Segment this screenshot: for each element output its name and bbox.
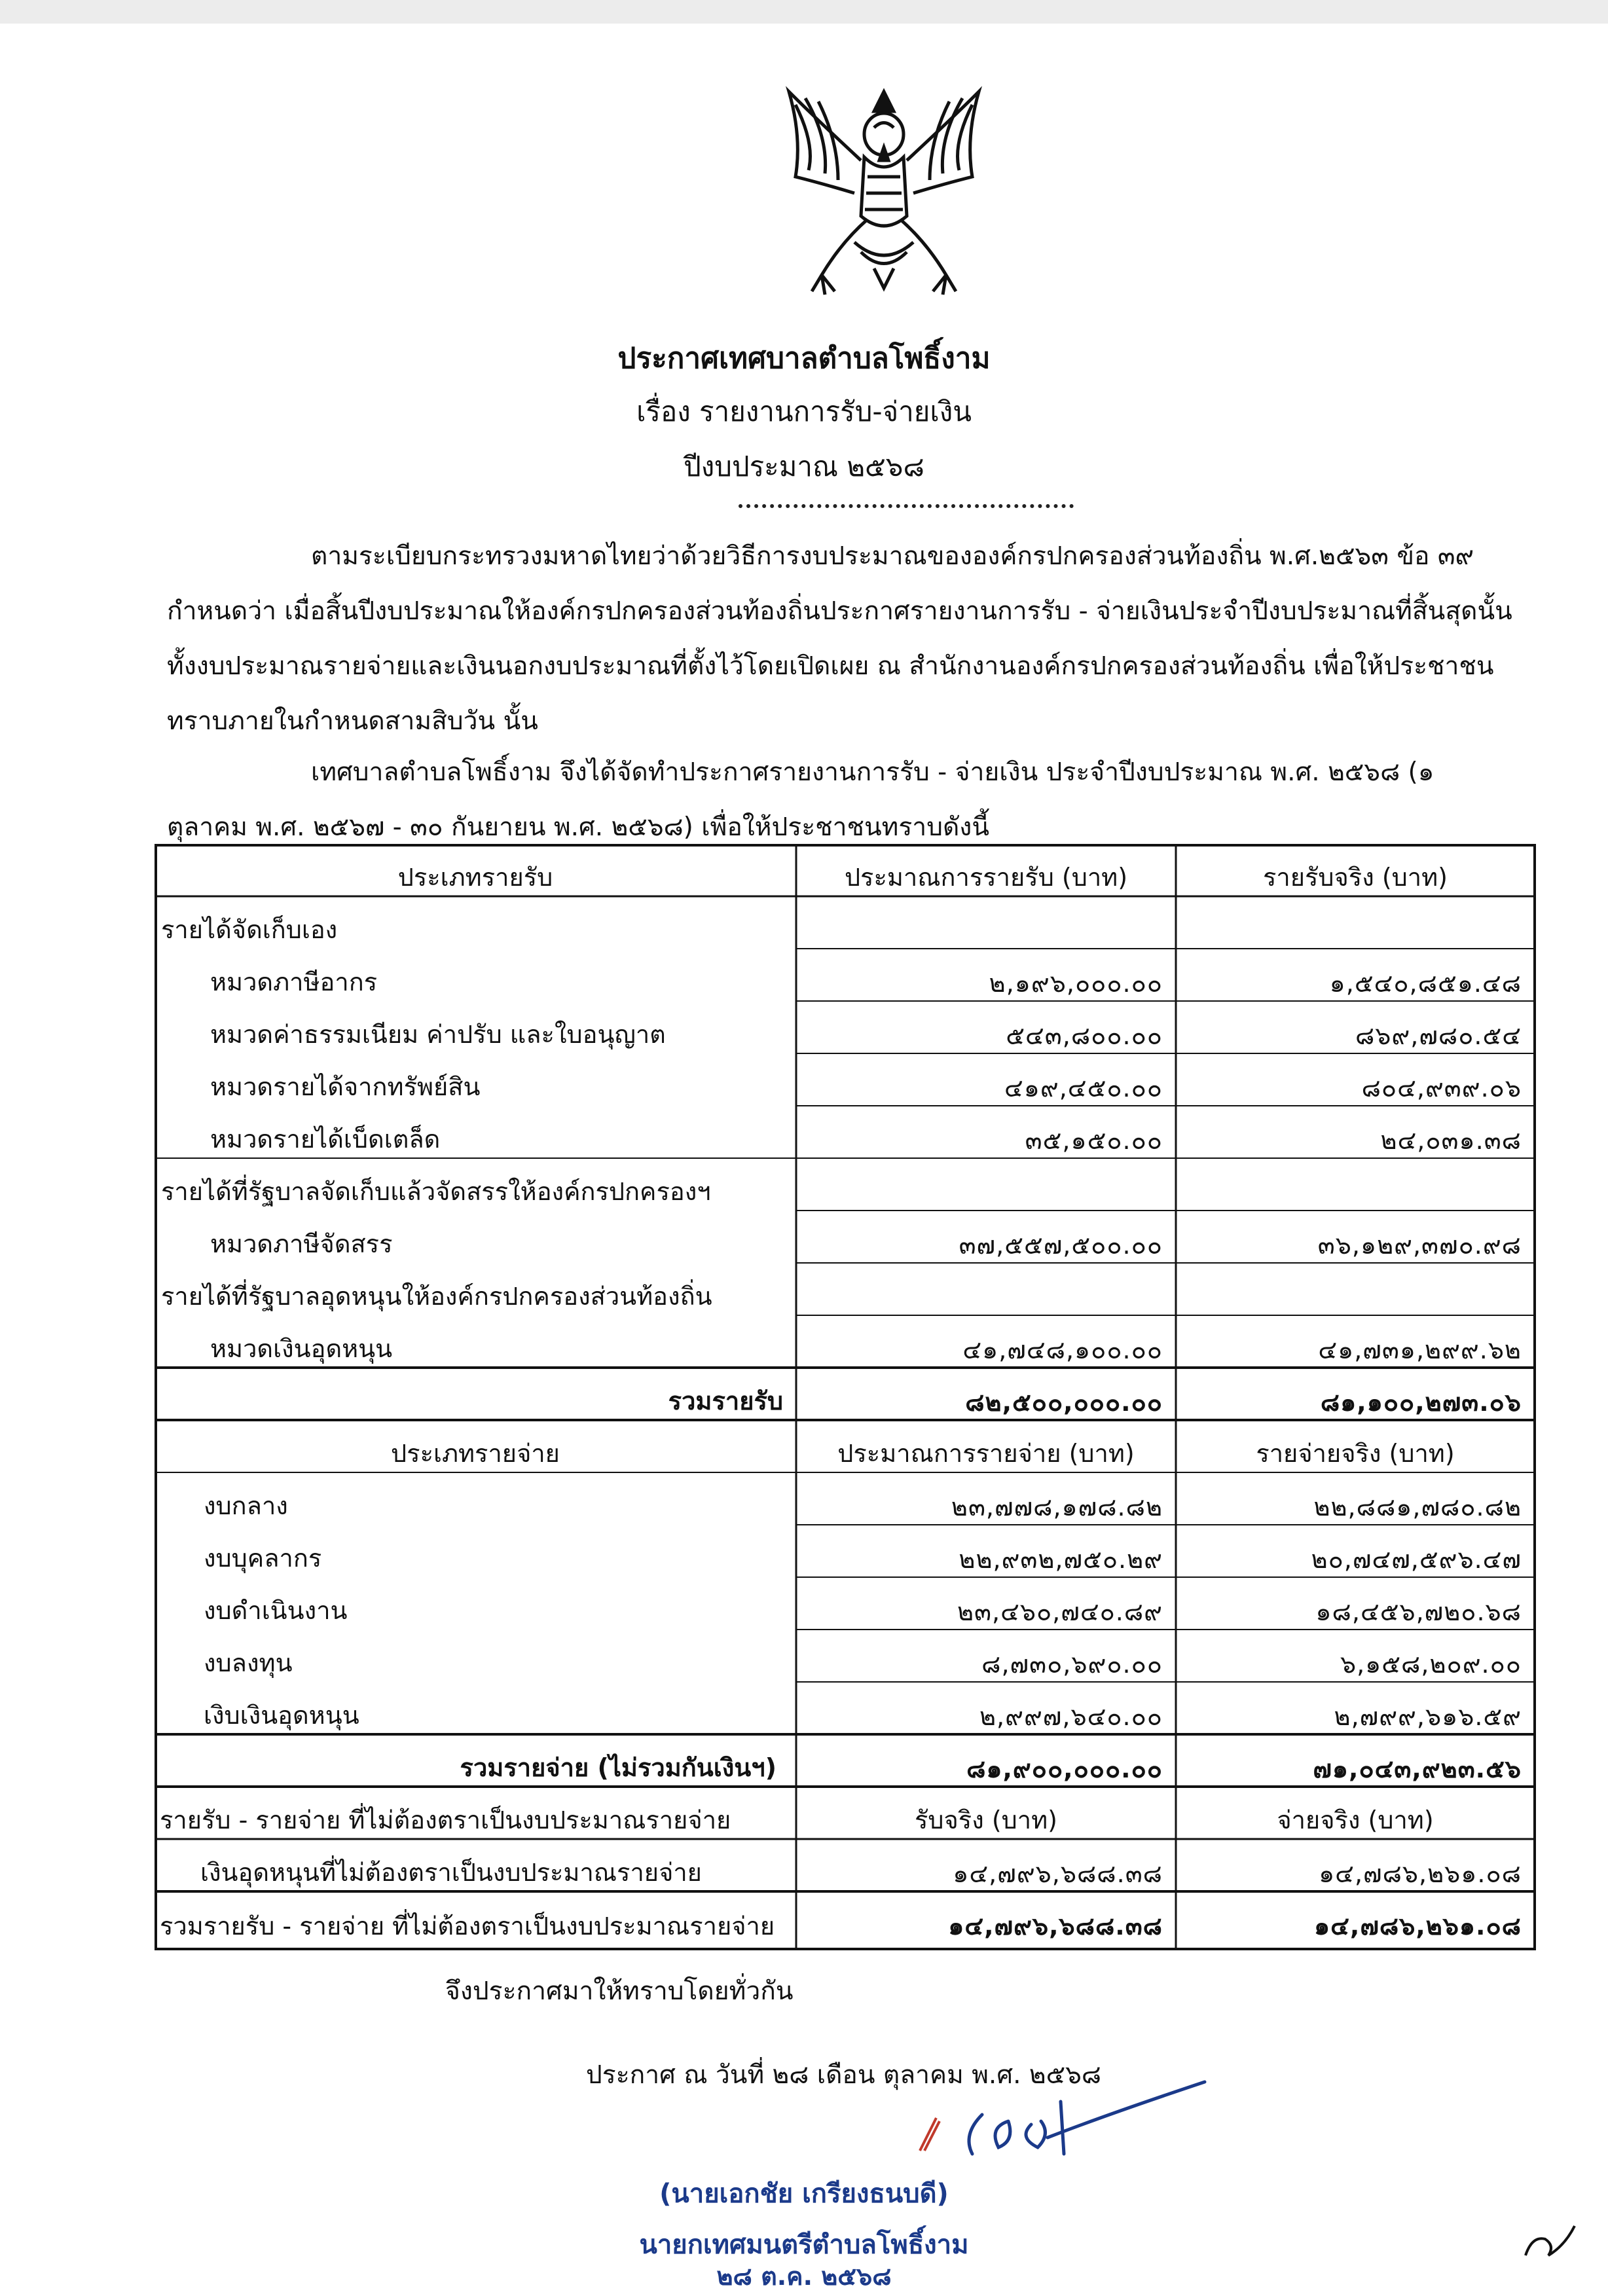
expense-row-estimate: ๘,๗๓๐,๖๙๐.๐๐ (981, 1650, 1163, 1679)
income-row-label: หมวดภาษีจัดสรร (210, 1230, 393, 1258)
income-row-label: รายได้ที่รัฐบาลอุดหนุนให้องค์กรปกครองส่วนท้องถิ่น (161, 1282, 712, 1311)
garuda-emblem-icon (776, 79, 992, 301)
income-row-estimate: ๓๕,๑๕๐.๐๐ (1025, 1126, 1163, 1155)
expense-row-estimate: ๒๓,๔๖๐,๗๔๐.๘๙ (957, 1597, 1163, 1626)
expense-row-estimate: ๒๓,๗๗๘,๑๗๘.๘๒ (951, 1493, 1163, 1522)
income-row-estimate: ๒,๑๙๖,๐๐๐.๐๐ (989, 969, 1163, 998)
handwritten-signature (910, 2075, 1211, 2187)
expense-row-actual: ๒,๗๙๙,๖๑๖.๕๙ (1334, 1702, 1522, 1731)
income-row-actual: ๑,๕๔๐,๘๕๑.๔๘ (1329, 969, 1522, 998)
signer-position: นายกเทศมนตรีตำบลโพธิ์งาม (639, 2230, 969, 2260)
income-row-label: รายได้จัดเก็บเอง (161, 915, 338, 944)
closing-statement: จึงประกาศมาให้ทราบโดยทั่วกัน (445, 1977, 794, 2006)
income-total-actual: ๘๑,๑๐๐,๒๗๓.๐๖ (1320, 1388, 1522, 1417)
ink-mark (917, 2115, 943, 2154)
nonbudget-total-paid: ๑๔,๗๘๖,๒๖๑.๐๘ (1314, 1912, 1522, 1941)
expense-row-label: งบบุคลากร (204, 1544, 322, 1573)
income-row-label: หมวดรายได้เบ็ดเตล็ด (210, 1125, 441, 1154)
expense-row-actual: ๖,๑๕๘,๒๐๙.๐๐ (1340, 1650, 1522, 1679)
income-row-label: รายได้ที่รัฐบาลจัดเก็บแล้วจัดสรรให้องค์กรปกครองฯ (161, 1177, 711, 1206)
nonbudget-row-paid: ๑๔,๗๘๖,๒๖๑.๐๘ (1319, 1859, 1522, 1888)
signed-date: ๒๘ ต.ค. ๒๕๖๘ (716, 2262, 892, 2291)
scan-edge (0, 0, 1608, 24)
income-row-estimate: ๔๑๙,๔๕๐.๐๐ (1004, 1074, 1163, 1102)
nonbudget-header-paid: จ่ายจริง (บาท) (1277, 1806, 1434, 1834)
income-row-actual: ๘๖๙,๗๘๐.๕๔ (1355, 1021, 1522, 1050)
nonbudget-row-label: เงินอุดหนุนที่ไม่ต้องตราเป็นงบประมาณรายจ่าย (200, 1858, 702, 1887)
signer-name: (นายเอกชัย เกรียงธนบดี) (659, 2179, 949, 2209)
expense-header-actual: รายจ่ายจริง (บาท) (1256, 1439, 1455, 1468)
subject-line: เรื่อง รายงานการรับ-จ่ายเงิน (636, 395, 972, 428)
expense-total-actual: ๗๑,๐๔๓,๙๒๓.๕๖ (1313, 1755, 1522, 1783)
income-header-actual: รายรับจริง (บาท) (1262, 863, 1448, 892)
income-total-estimate: ๘๒,๕๐๐,๐๐๐.๐๐ (965, 1388, 1163, 1417)
dotted-divider (739, 504, 1074, 508)
expense-row-estimate: ๒๒,๙๓๒,๗๕๐.๒๙ (959, 1545, 1163, 1574)
income-header-estimate: ประมาณการรายรับ (บาท) (844, 863, 1128, 892)
income-row-label: หมวดภาษีอากร (210, 968, 378, 996)
expense-row-label: เงิบเงินอุดหนุน (204, 1701, 359, 1730)
nonbudget-total-received: ๑๔,๗๙๖,๖๘๘.๓๘ (948, 1912, 1163, 1941)
expense-row-actual: ๒๐,๗๔๗,๕๙๖.๔๗ (1311, 1545, 1522, 1574)
expense-row-label: งบดำเนินงาน (204, 1596, 348, 1625)
income-row-label: หมวดรายได้จากทรัพย์สิน (210, 1072, 481, 1101)
expense-row-actual: ๑๘,๔๕๖,๗๒๐.๖๘ (1315, 1597, 1522, 1626)
income-row-actual: ๒๔,๐๓๑.๓๘ (1380, 1126, 1522, 1155)
nonbudget-header-received: รับจริง (บาท) (915, 1806, 1057, 1834)
paragraph-regulation: ตามระเบียบกระทรวงมหาดไทยว่าด้วยวิธีการงบประมาณขององค์กรปกครองส่วนท้องถิ่น พ.ศ.๒๕๖๓ ข้อ ๓๙ กำหนดว่า เมื่อสิ้นปีงบประมาณให้องค์กรปกครองส่วนท้องถิ่นประกาศรายงานการรับ - จ่ายเงินประจำปีงบประมาณที่สิ้นสุดนั้น ทั้งงบประมาณรายจ่ายและเงินนอกงบประมาณที่ตั้งไว้โดยเปิดเผย ณ สำนักงานองค์กรปกครองส่วนท้องถิ่น เพื่อให้ประชาชนทราบภายในกำหนดสามสิบวัน นั้น (167, 541, 1512, 736)
financial-table (155, 844, 1536, 1950)
fiscal-year: ปีงบประมาณ ๒๕๖๘ (684, 450, 924, 483)
initial-mark (1519, 2219, 1578, 2265)
nonbudget-header-type: รายรับ - รายจ่าย ที่ไม่ต้องตราเป็นงบประมาณรายจ่าย (160, 1806, 731, 1834)
expense-row-actual: ๒๒,๘๘๑,๗๘๐.๘๒ (1313, 1493, 1522, 1522)
income-header-type: ประเภทรายรับ (397, 863, 553, 892)
expense-total-label: รวมรายจ่าย (ไม่รวมกันเงินฯ) (460, 1753, 777, 1782)
nonbudget-total-label: รวมรายรับ - รายจ่าย ที่ไม่ต้องตราเป็นงบประมาณรายจ่าย (160, 1912, 775, 1941)
income-row-actual: ๘๐๔,๙๓๙.๐๖ (1361, 1074, 1522, 1102)
expense-header-type: ประเภทรายจ่าย (391, 1439, 560, 1468)
expense-row-label: งบกลาง (204, 1491, 288, 1520)
income-row-actual: ๓๖,๑๒๙,๓๗๐.๙๘ (1317, 1231, 1522, 1260)
income-row-label: หมวดค่าธรรมเนียม ค่าปรับ และใบอนุญาต (210, 1020, 666, 1049)
income-row-actual: ๔๑,๗๓๑,๒๙๙.๖๒ (1318, 1336, 1522, 1364)
income-row-label: หมวดเงินอุดหนุน (210, 1334, 393, 1363)
expense-row-label: งบลงทุน (204, 1649, 293, 1677)
expense-total-estimate: ๘๑,๙๐๐,๐๐๐.๐๐ (966, 1755, 1163, 1783)
announce-date: ประกาศ ณ วันที่ ๒๘ เดือน ตุลาคม พ.ศ. ๒๕๖๘ (586, 2060, 1101, 2090)
paragraph-announcement: เทศบาลตำบลโพธิ์งาม จึงได้จัดทำประกาศรายงานการรับ - จ่ายเงิน ประจำปีงบประมาณ พ.ศ. ๒๕๖๘ (๑ ตุลาคม พ.ศ. ๒๕๖๗ - ๓๐ กันยายน พ.ศ. ๒๕๖๘) เพื่อให้ประชาชนทราบดังนี้ (167, 757, 1434, 842)
income-row-estimate: ๕๔๓,๘๐๐.๐๐ (1006, 1021, 1163, 1050)
income-total-label: รวมรายรับ (668, 1387, 783, 1415)
expense-header-estimate: ประมาณการรายจ่าย (บาท) (837, 1439, 1135, 1468)
issuer-title: ประกาศเทศบาลตำบลโพธิ์งาม (617, 342, 991, 375)
income-row-estimate: ๓๗,๕๕๗,๕๐๐.๐๐ (959, 1231, 1163, 1260)
nonbudget-row-received: ๑๔,๗๙๖,๖๘๘.๓๘ (953, 1859, 1163, 1888)
expense-row-estimate: ๒,๙๙๗,๖๔๐.๐๐ (979, 1702, 1163, 1731)
income-row-estimate: ๔๑,๗๔๘,๑๐๐.๐๐ (962, 1336, 1163, 1364)
